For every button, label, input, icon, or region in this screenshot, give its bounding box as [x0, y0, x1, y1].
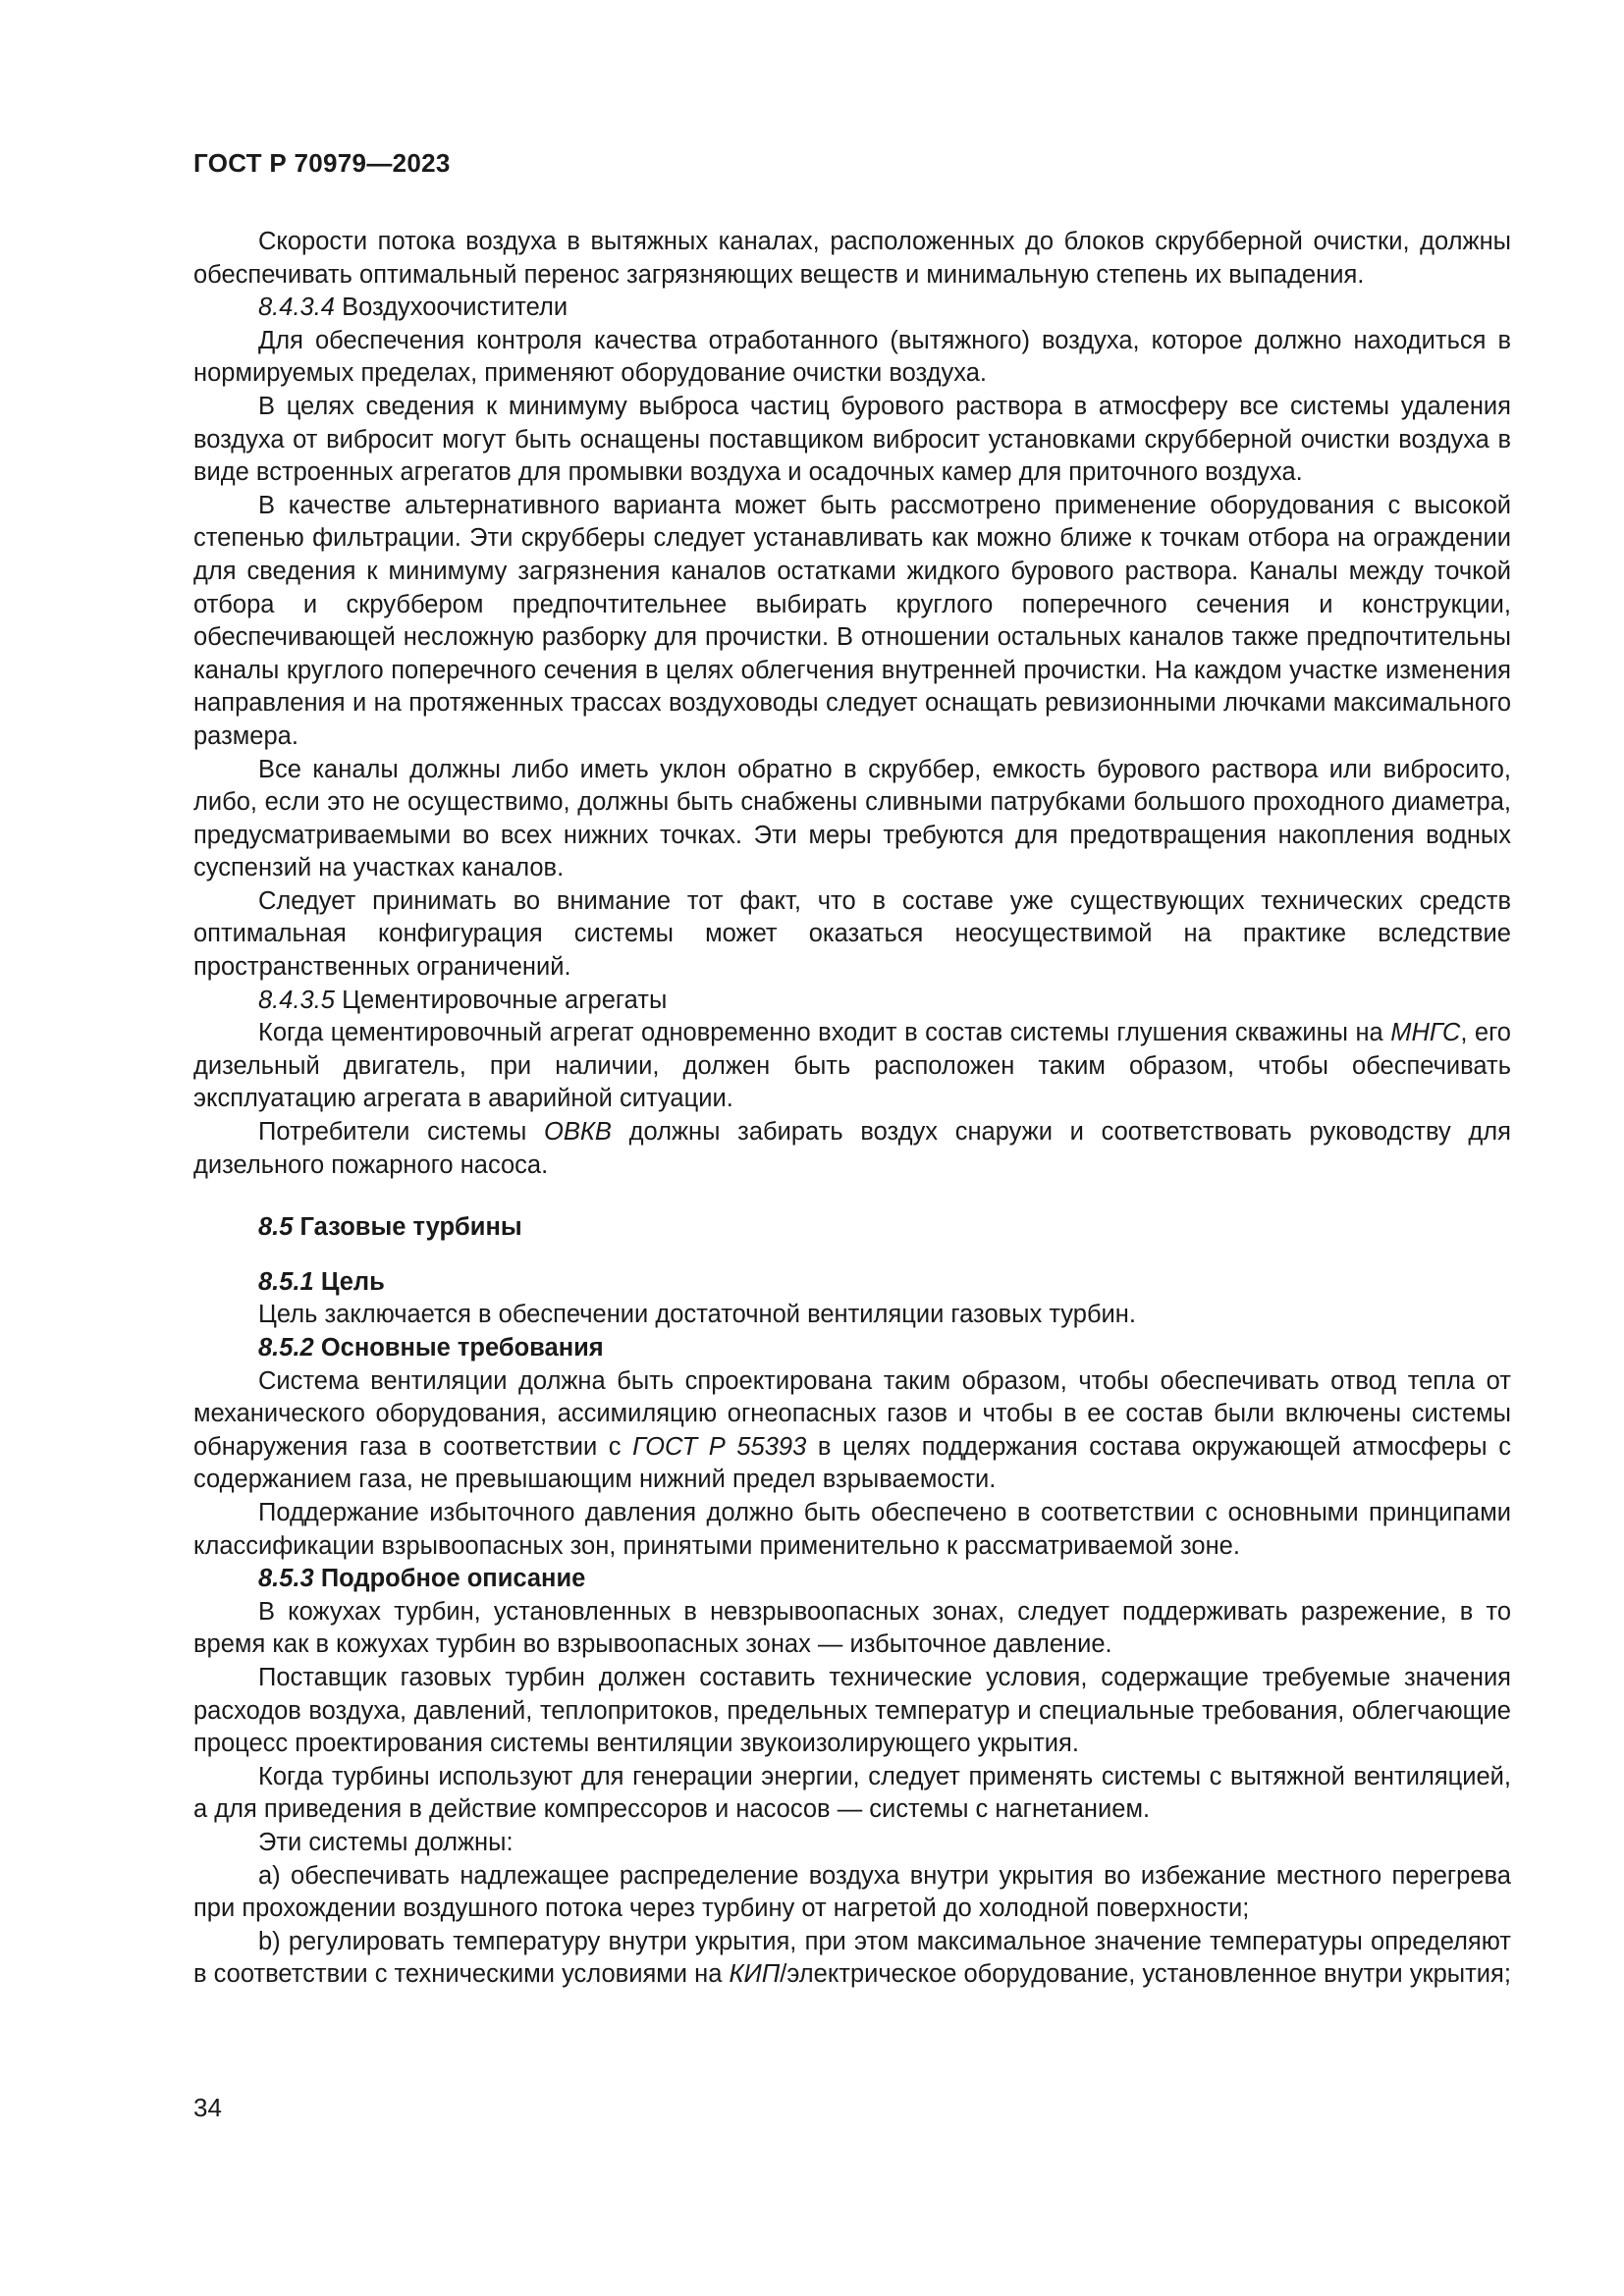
subsection-heading-8-4-3-5 — [193, 985, 1511, 1018]
section-number: 8.5.2 — [258, 1334, 314, 1362]
section-title: Подробное описание — [320, 1565, 586, 1593]
paragraph: Поддержание избыточного давления должно быть обеспечено в соответствии с основными принципами классификации взрывоопасных зон, принятыми применительно к рассматриваемой зоне. — [193, 1498, 1511, 1560]
paragraph: В качестве альтернативного варианта может быть рассмотрено применение оборудования с высокой степенью фильтрации. Эти скрубберы следует устанавливать как можно ближе к точкам отбора на ограждении для сведения к минимуму загрязнения каналов остатками жидкого бурового раствора. Каналы между точкой отбора и скруббером предпочтительнее выбирать круглого поперечного сечения и конструкции, обеспечивающей несложную разборку для прочистки. В отношении остальных каналов также предпочтительны каналы круглого поперечного сечения в целях облегчения внутренней прочистки. На каждом участке изменения направления и на протяженных трассах воздуховоды следует оснащать ревизионными лючками максимального размера. — [193, 491, 1511, 750]
text-run: Потребители системы — [258, 1118, 527, 1147]
section-heading-8-5-2 — [193, 1332, 1511, 1365]
document-body — [193, 226, 1511, 1992]
list-item-a: а) обеспечивать надлежащее распределение воздуха внутри укрытия во избежание местного перегрева при прохождении воздушного потока через турбину от нагретой до холодной поверхности; — [193, 1861, 1511, 1923]
section-title: Воздухоочистители — [342, 294, 568, 322]
section-title: Цементировочные агрегаты — [342, 986, 668, 1014]
text-run: b) регулировать температуру внутри укрытия, при этом максимальное значение температуры определяют в соответствии с техническими условиями на — [193, 1927, 1511, 1989]
section-heading-8-5 — [193, 1211, 1511, 1245]
section-heading-8-5-1 — [193, 1266, 1511, 1300]
abbreviation-ovkv: ОВКВ — [544, 1118, 612, 1147]
section-number: 8.5.3 — [258, 1565, 314, 1593]
list-item-b — [193, 1926, 1511, 1992]
text-run: Когда цементировочный агрегат одновременно входит в состав системы глушения скважины на — [258, 1019, 1383, 1047]
section-title: Цель — [320, 1267, 385, 1296]
standard-reference: ГОСТ Р 55393 — [632, 1432, 807, 1461]
paragraph: Все каналы должны либо иметь уклон обратно в скруббер, емкость бурового раствора или вибросито, либо, если это не осуществимо, должны быть снабжены сливными патрубками большого проходного диаметра, предусматриваемыми во всех нижних точках. Эти меры требуются для предотвращения накопления водных суспензий на участках каналов. — [193, 755, 1511, 882]
section-number: 8.5 — [258, 1213, 294, 1242]
paragraph: Поставщик газовых турбин должен составить технические условия, содержащие требуемые значения расходов воздуха, давлений, теплопритоков, предельных температур и специальные требования, облегчающие процесс проектирования системы вентиляции звукоизолирующего укрытия. — [193, 1663, 1511, 1758]
paragraph — [193, 1365, 1511, 1497]
paragraph: Цель заключается в обеспечении достаточной вентиляции газовых турбин. — [258, 1301, 1136, 1329]
section-number: 8.4.3.5 — [258, 986, 335, 1014]
paragraph: Эти системы должны: — [258, 1828, 514, 1856]
paragraph — [193, 1017, 1511, 1116]
paragraph: В кожухах турбин, установленных в невзрывоопасных зонах, следует поддерживать разрежение, в то время как в кожухах турбин во взрывоопасных зонах — избыточное давление. — [193, 1597, 1511, 1659]
text-run: /электрическое оборудование, установленное внутри укрытия; — [780, 1960, 1511, 1989]
document-header: ГОСТ Р 70979—2023 — [193, 148, 451, 178]
subsection-heading-8-4-3-4 — [193, 292, 1511, 325]
paragraph — [193, 1116, 1511, 1182]
section-title: Газовые турбины — [299, 1213, 522, 1242]
page-number: 34 — [193, 2093, 222, 2122]
paragraph: В целях сведения к минимуму выброса частиц бурового раствора в атмосферу все системы удаления воздуха от вибросит могут быть оснащены поставщиком вибросит установками скрубберной очистки воздуха в виде встроенных агрегатов для промывки воздуха и осадочных камер для приточного воздуха. — [193, 392, 1511, 487]
text-run: , его дизельный двигатель, при наличии, должен быть расположен таким образом, чтобы обеспечивать эксплуатацию агрегата в аварийной ситуации. — [193, 1019, 1511, 1113]
section-title: Основные требования — [320, 1334, 604, 1362]
paragraph: Скорости потока воздуха в вытяжных каналах, расположенных до блоков скрубберной очистки, должны обеспечивать оптимальный перенос загрязняющих веществ и минимальную степень их выпадения. — [193, 228, 1511, 289]
section-heading-8-5-3 — [193, 1563, 1511, 1596]
section-number: 8.5.1 — [258, 1267, 314, 1296]
text-run: в целях поддержания состава окружающей атмосферы с содержанием газа, не превышающим нижний предел взрываемости. — [193, 1432, 1511, 1494]
text-run: Система вентиляции должна быть спроектирована таким образом, чтобы обеспечивать отвод тепла от механического оборудования, ассимиляцию огнеопасных газов и чтобы в ее состав были включены системы обнаружения газа в соответствии с — [193, 1366, 1511, 1461]
abbreviation-mngs: МНГС — [1390, 1019, 1461, 1047]
paragraph: Следует принимать во внимание тот факт, что в составе уже существующих технических средств оптимальная конфигурация системы может оказаться неосуществимой на практике вследствие пространственных ограничений. — [193, 886, 1511, 982]
section-number: 8.4.3.4 — [258, 294, 335, 322]
abbreviation-kip: КИП — [729, 1960, 781, 1989]
text-run: должны забирать воздух снаружи и соответствовать руководству для дизельного пожарного насоса. — [193, 1118, 1511, 1179]
paragraph: Для обеспечения контроля качества отработанного (вытяжного) воздуха, которое должно находиться в нормируемых пределах, применяют оборудование очистки воздуха. — [193, 326, 1511, 388]
paragraph: Когда турбины используют для генерации энергии, следует применять системы с вытяжной вентиляцией, а для приведения в действие компрессоров и насосов — системы с нагнетанием. — [193, 1762, 1511, 1824]
